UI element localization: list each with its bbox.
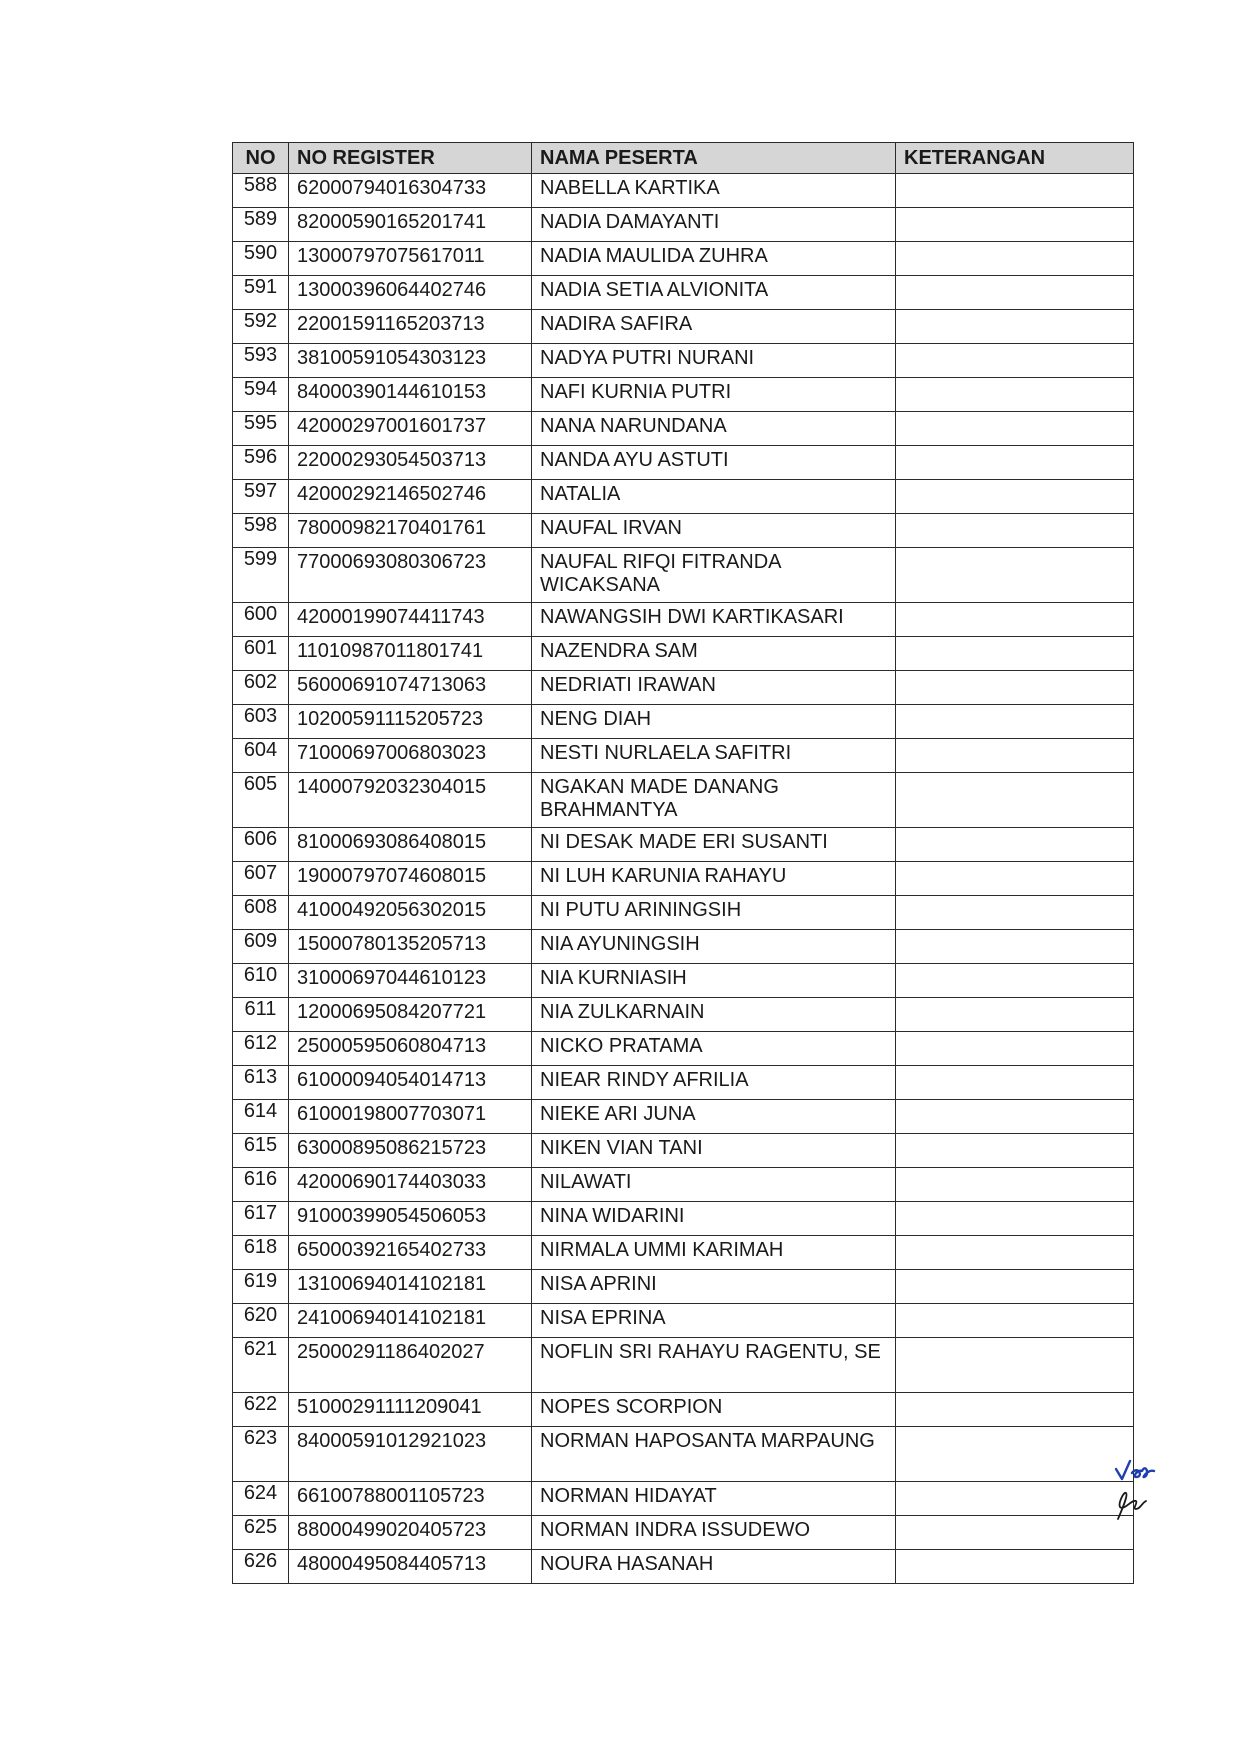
cell-note: [896, 242, 1134, 276]
table-row: [233, 174, 1134, 208]
cell-note: [896, 208, 1134, 242]
table-row: [233, 930, 1134, 964]
cell-note: [896, 1270, 1134, 1304]
cell-name: NIA ZULKARNAIN: [532, 998, 896, 1032]
cell-no: 591: [233, 276, 289, 310]
cell-note: [896, 603, 1134, 637]
table-row: [233, 637, 1134, 671]
table-row: [233, 1304, 1134, 1338]
cell-name: NADIRA SAFIRA: [532, 310, 896, 344]
cell-register: 25000595060804713: [289, 1032, 532, 1066]
cell-register: 84000591012921023: [289, 1427, 532, 1482]
cell-no: 598: [233, 514, 289, 548]
cell-note: [896, 828, 1134, 862]
cell-register: 31000697044610123: [289, 964, 532, 998]
cell-note: [896, 310, 1134, 344]
cell-register: 42000292146502746: [289, 480, 532, 514]
cell-register: 42000297001601737: [289, 412, 532, 446]
cell-no: 625: [233, 1516, 289, 1550]
cell-no: 596: [233, 446, 289, 480]
cell-note: [896, 1393, 1134, 1427]
table-row: [233, 1550, 1134, 1584]
cell-no: 613: [233, 1066, 289, 1100]
cell-name: NAFI KURNIA PUTRI: [532, 378, 896, 412]
cell-name: NABELLA KARTIKA: [532, 174, 896, 208]
cell-name: NADIA SETIA ALVIONITA: [532, 276, 896, 310]
cell-name: NILAWATI: [532, 1168, 896, 1202]
cell-no: 592: [233, 310, 289, 344]
table-row: [233, 705, 1134, 739]
cell-no: 602: [233, 671, 289, 705]
cell-no: 619: [233, 1270, 289, 1304]
cell-register: 56000691074713063: [289, 671, 532, 705]
table-row: [233, 1270, 1134, 1304]
table-row: [233, 1516, 1134, 1550]
cell-register: 11010987011801741: [289, 637, 532, 671]
table-row: [233, 1427, 1134, 1482]
table-row: [233, 310, 1134, 344]
cell-no: 612: [233, 1032, 289, 1066]
table-row: [233, 671, 1134, 705]
cell-name: NIA KURNIASIH: [532, 964, 896, 998]
table-row: [233, 344, 1134, 378]
cell-name: NANA NARUNDANA: [532, 412, 896, 446]
cell-note: [896, 412, 1134, 446]
cell-name: NORMAN HAPOSANTA MARPAUNG: [532, 1427, 896, 1482]
cell-note: [896, 514, 1134, 548]
cell-register: 41000492056302015: [289, 896, 532, 930]
table-row: [233, 773, 1134, 828]
cell-no: 590: [233, 242, 289, 276]
cell-note: [896, 705, 1134, 739]
table-row: [233, 1482, 1134, 1516]
cell-no: 588: [233, 174, 289, 208]
cell-register: 12000695084207721: [289, 998, 532, 1032]
cell-note: [896, 480, 1134, 514]
cell-no: 608: [233, 896, 289, 930]
cell-name: NORMAN INDRA ISSUDEWO: [532, 1516, 896, 1550]
cell-no: 609: [233, 930, 289, 964]
header-register: NO REGISTER: [289, 143, 532, 174]
table-row: [233, 828, 1134, 862]
cell-name: NAUFAL IRVAN: [532, 514, 896, 548]
table-row: [233, 1066, 1134, 1100]
cell-name: NOFLIN SRI RAHAYU RAGENTU, SE: [532, 1338, 896, 1393]
cell-name: NIEAR RINDY AFRILIA: [532, 1066, 896, 1100]
cell-register: 78000982170401761: [289, 514, 532, 548]
cell-register: 63000895086215723: [289, 1134, 532, 1168]
cell-no: 622: [233, 1393, 289, 1427]
cell-register: 91000399054506053: [289, 1202, 532, 1236]
cell-register: 15000780135205713: [289, 930, 532, 964]
participant-table: [232, 142, 1134, 1584]
cell-name: NIRMALA UMMI KARIMAH: [532, 1236, 896, 1270]
cell-name: NIA AYUNINGSIH: [532, 930, 896, 964]
cell-note: [896, 896, 1134, 930]
cell-register: 24100694014102181: [289, 1304, 532, 1338]
table-row: [233, 1338, 1134, 1393]
cell-note: [896, 548, 1134, 603]
cell-note: [896, 1304, 1134, 1338]
cell-note: [896, 998, 1134, 1032]
cell-name: NGAKAN MADE DANANG BRAHMANTYA: [532, 773, 896, 828]
cell-no: 600: [233, 603, 289, 637]
cell-name: NI LUH KARUNIA RAHAYU: [532, 862, 896, 896]
cell-register: 66100788001105723: [289, 1482, 532, 1516]
cell-no: 618: [233, 1236, 289, 1270]
cell-register: 13000396064402746: [289, 276, 532, 310]
cell-no: 623: [233, 1427, 289, 1482]
cell-no: 597: [233, 480, 289, 514]
table-row: [233, 1202, 1134, 1236]
cell-note: [896, 862, 1134, 896]
cell-register: 84000390144610153: [289, 378, 532, 412]
table-row: [233, 208, 1134, 242]
cell-name: NENG DIAH: [532, 705, 896, 739]
cell-register: 82000590165201741: [289, 208, 532, 242]
cell-register: 51000291111209041: [289, 1393, 532, 1427]
cell-name: NI DESAK MADE ERI SUSANTI: [532, 828, 896, 862]
cell-note: [896, 773, 1134, 828]
table-row: [233, 1134, 1134, 1168]
cell-no: 614: [233, 1100, 289, 1134]
cell-note: [896, 964, 1134, 998]
cell-note: [896, 276, 1134, 310]
cell-no: 624: [233, 1482, 289, 1516]
cell-no: 606: [233, 828, 289, 862]
table-row: [233, 412, 1134, 446]
cell-register: 14000792032304015: [289, 773, 532, 828]
table-row: [233, 998, 1134, 1032]
cell-note: [896, 1032, 1134, 1066]
table-row: [233, 964, 1134, 998]
table-row: [233, 276, 1134, 310]
cell-note: [896, 739, 1134, 773]
table-row: [233, 480, 1134, 514]
cell-note: [896, 378, 1134, 412]
table-row: [233, 514, 1134, 548]
cell-register: 88000499020405723: [289, 1516, 532, 1550]
cell-register: 25000291186402027: [289, 1338, 532, 1393]
cell-note: [896, 637, 1134, 671]
cell-register: 61000094054014713: [289, 1066, 532, 1100]
cell-name: NORMAN HIDAYAT: [532, 1482, 896, 1516]
cell-register: 38100591054303123: [289, 344, 532, 378]
cell-note: [896, 1516, 1134, 1550]
cell-note: [896, 671, 1134, 705]
cell-name: NINA WIDARINI: [532, 1202, 896, 1236]
table-header-row: [233, 143, 1134, 174]
cell-register: 22000293054503713: [289, 446, 532, 480]
table-row: [233, 1168, 1134, 1202]
cell-no: 601: [233, 637, 289, 671]
cell-name: NAWANGSIH DWI KARTIKASARI: [532, 603, 896, 637]
cell-register: 48000495084405713: [289, 1550, 532, 1584]
signature-initials: [1108, 1455, 1188, 1535]
cell-name: NAZENDRA SAM: [532, 637, 896, 671]
cell-no: 589: [233, 208, 289, 242]
header-no: NO: [233, 143, 289, 174]
cell-no: 604: [233, 739, 289, 773]
cell-register: 61000198007703071: [289, 1100, 532, 1134]
cell-name: NAUFAL RIFQI FITRANDA WICAKSANA: [532, 548, 896, 603]
cell-no: 620: [233, 1304, 289, 1338]
table-row: [233, 1236, 1134, 1270]
cell-register: 77000693080306723: [289, 548, 532, 603]
cell-name: NADYA PUTRI NURANI: [532, 344, 896, 378]
cell-note: [896, 1236, 1134, 1270]
cell-name: NEDRIATI IRAWAN: [532, 671, 896, 705]
cell-register: 22001591165203713: [289, 310, 532, 344]
table-row: [233, 1100, 1134, 1134]
cell-name: NIKEN VIAN TANI: [532, 1134, 896, 1168]
cell-no: 621: [233, 1338, 289, 1393]
table-row: [233, 378, 1134, 412]
cell-register: 13100694014102181: [289, 1270, 532, 1304]
cell-no: 607: [233, 862, 289, 896]
cell-name: NADIA DAMAYANTI: [532, 208, 896, 242]
table-row: [233, 862, 1134, 896]
cell-note: [896, 344, 1134, 378]
table-row: [233, 446, 1134, 480]
cell-no: 615: [233, 1134, 289, 1168]
cell-no: 599: [233, 548, 289, 603]
cell-no: 616: [233, 1168, 289, 1202]
cell-name: NISA APRINI: [532, 1270, 896, 1304]
cell-no: 610: [233, 964, 289, 998]
header-note: KETERANGAN: [896, 143, 1134, 174]
header-name: NAMA PESERTA: [532, 143, 896, 174]
cell-no: 603: [233, 705, 289, 739]
cell-note: [896, 1168, 1134, 1202]
cell-note: [896, 1066, 1134, 1100]
cell-register: 10200591115205723: [289, 705, 532, 739]
cell-no: 594: [233, 378, 289, 412]
cell-note: [896, 930, 1134, 964]
cell-no: 595: [233, 412, 289, 446]
cell-note: [896, 1202, 1134, 1236]
cell-note: [896, 1134, 1134, 1168]
table-body: [233, 174, 1134, 1584]
cell-register: 42000690174403033: [289, 1168, 532, 1202]
cell-register: 65000392165402733: [289, 1236, 532, 1270]
cell-name: NIEKE ARI JUNA: [532, 1100, 896, 1134]
cell-note: [896, 1550, 1134, 1584]
table-row: [233, 1032, 1134, 1066]
cell-name: NANDA AYU ASTUTI: [532, 446, 896, 480]
cell-no: 611: [233, 998, 289, 1032]
cell-note: [896, 174, 1134, 208]
cell-name: NESTI NURLAELA SAFITRI: [532, 739, 896, 773]
cell-note: [896, 1482, 1134, 1516]
cell-register: 81000693086408015: [289, 828, 532, 862]
table-row: [233, 242, 1134, 276]
cell-name: NISA EPRINA: [532, 1304, 896, 1338]
cell-name: NICKO PRATAMA: [532, 1032, 896, 1066]
cell-name: NOPES SCORPION: [532, 1393, 896, 1427]
cell-name: NATALIA: [532, 480, 896, 514]
cell-no: 593: [233, 344, 289, 378]
cell-note: [896, 1338, 1134, 1393]
table-row: [233, 603, 1134, 637]
cell-register: 19000797074608015: [289, 862, 532, 896]
cell-note: [896, 1100, 1134, 1134]
cell-register: 62000794016304733: [289, 174, 532, 208]
cell-name: NOURA HASANAH: [532, 1550, 896, 1584]
table-row: [233, 739, 1134, 773]
cell-register: 71000697006803023: [289, 739, 532, 773]
cell-no: 626: [233, 1550, 289, 1584]
cell-register: 13000797075617011: [289, 242, 532, 276]
cell-note: [896, 1427, 1134, 1482]
table-row: [233, 548, 1134, 603]
cell-name: NADIA MAULIDA ZUHRA: [532, 242, 896, 276]
cell-no: 605: [233, 773, 289, 828]
cell-name: NI PUTU ARININGSIH: [532, 896, 896, 930]
table-row: [233, 896, 1134, 930]
cell-register: 42000199074411743: [289, 603, 532, 637]
table-row: [233, 1393, 1134, 1427]
cell-note: [896, 446, 1134, 480]
cell-no: 617: [233, 1202, 289, 1236]
